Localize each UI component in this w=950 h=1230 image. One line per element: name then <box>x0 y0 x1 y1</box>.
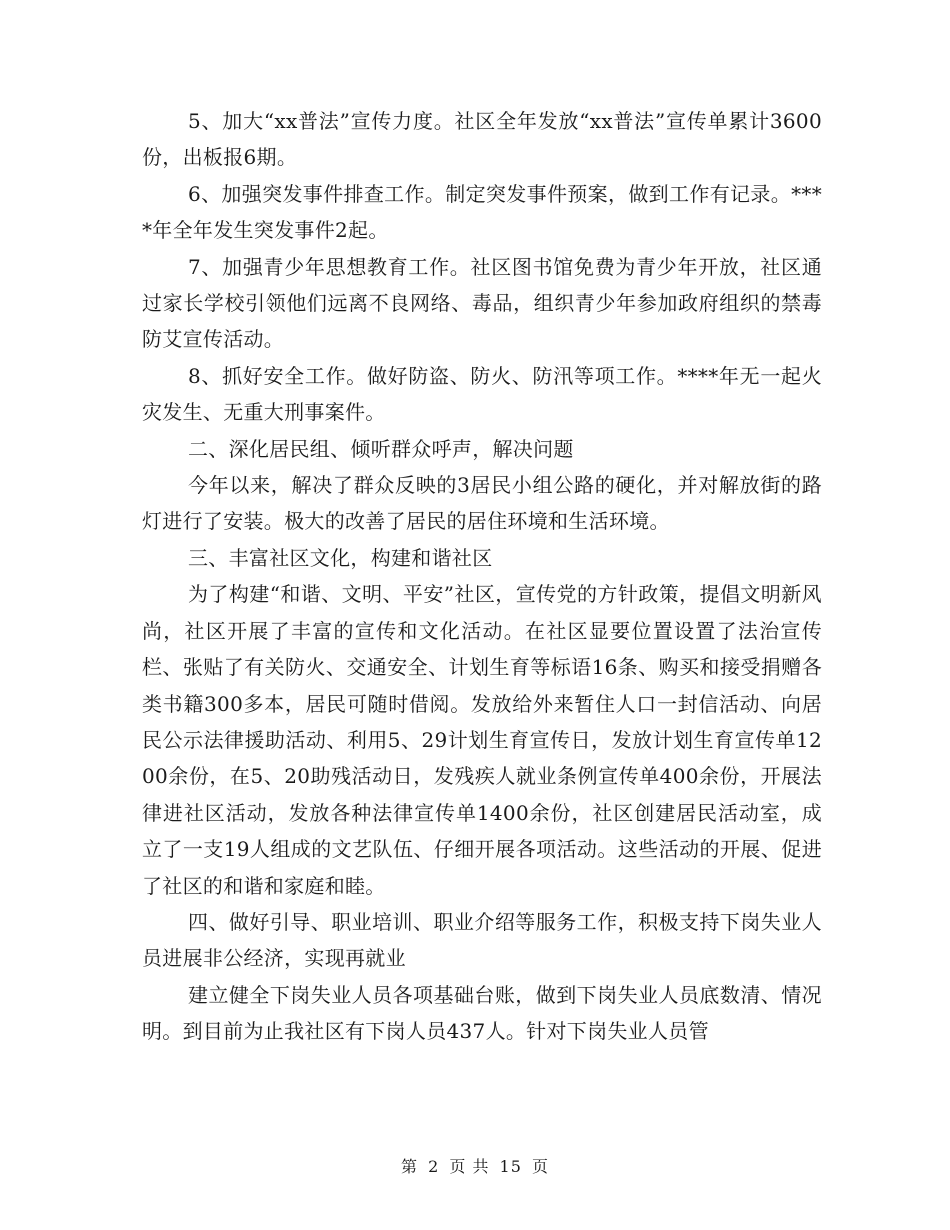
section-3-body: 为了构建“和谐、文明、平安”社区，宣传党的方针政策，提倡文明新风尚，社区开展了丰富的宣传和文化活动。在社区显要位置设置了法治宣传栏、张贴了有关防火、交通安全、计划生育等标语16条、购买和接受捐赠各类书籍300多本，居民可随时借阅。发放给外来暂住人口一封信活动、向居民公示法律援助活动、利用5、29计划生育宣传日，发放计划生育宣传单1200余份，在5、20助残活动日，发残疾人就业条例宣传单400余份，开展法律进社区活动，发放各种法律宣传单1400余份，社区创建居民活动室，成立了一支19人组成的文艺队伍、仔细开展各项活动。这些活动的开展、促进了社区的和谐和家庭和睦。 <box>142 582 822 898</box>
footer-current-page: 2 <box>428 1157 440 1176</box>
footer-prefix: 第 <box>400 1157 418 1176</box>
footer-total-pages: 15 <box>499 1157 522 1176</box>
section-heading-4: 四、做好引导、职业培训、职业介绍等服务工作，积极支持下岗失业人员进展非公经济，实现再就业 <box>142 909 822 971</box>
paragraph-item-8: 8、抓好安全工作。做好防盗、防火、防汛等项工作。****年无一起火灾发生、无重大刑事案件。 <box>142 363 822 425</box>
paragraph-item-5: 5、加大“xx普法”宣传力度。社区全年发放“xx普法”宣传单累计3600份，出板报6期。 <box>142 109 822 170</box>
paragraph-item-6: 6、加强突发事件排查工作。制定突发事件预案，做到工作有记录。****年全年发生突发事件2起。 <box>142 181 822 243</box>
footer-middle: 页 共 <box>449 1157 490 1176</box>
paragraph-item-7: 7、加强青少年思想教育工作。社区图书馆免费为青少年开放，社区通过家长学校引领他们远离不良网络、毒品，组织青少年参加政府组织的禁毒防艾宣传活动。 <box>142 254 822 352</box>
document-body <box>142 103 822 1050</box>
section-heading-3: 三、丰富社区文化，构建和谐社区 <box>188 545 493 570</box>
section-2-body: 今年以来，解决了群众反映的3居民小组公路的硬化，并对解放街的路灯进行了安装。极大的改善了居民的居住环境和生活环境。 <box>142 473 822 534</box>
footer-suffix: 页 <box>532 1157 550 1176</box>
page-footer <box>0 1154 950 1177</box>
section-4-body: 建立健全下岗失业人员各项基础台账，做到下岗失业人员底数清、情况明。到目前为止我社区有下岗人员437人。针对下岗失业人员管 <box>142 982 822 1044</box>
section-heading-2: 二、深化居民组、倾听群众呼声，解决问题 <box>188 436 574 461</box>
